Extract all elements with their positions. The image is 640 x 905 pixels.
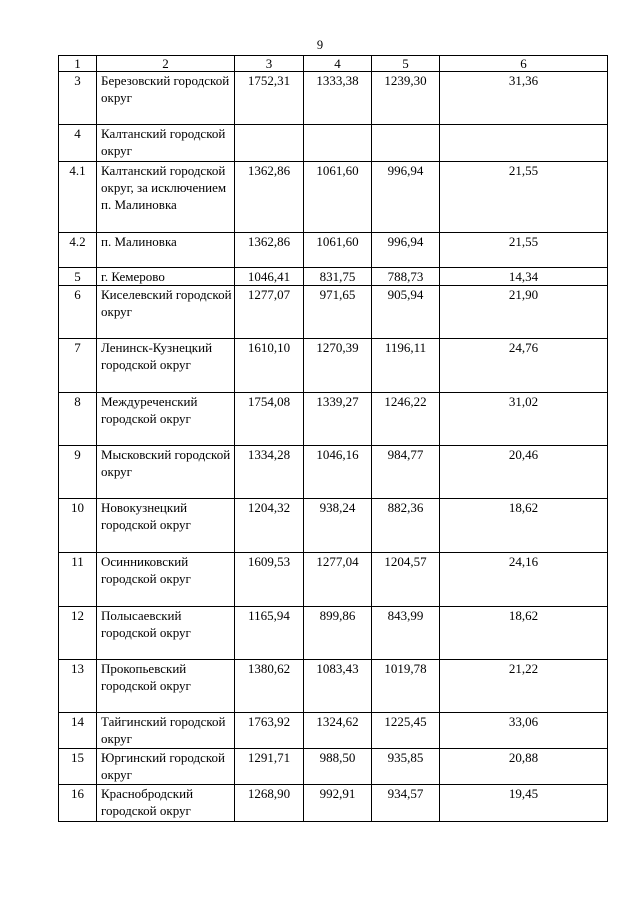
row-number: 9 xyxy=(59,446,97,499)
value-col-4: 1061,60 xyxy=(304,162,372,233)
value-col-6: 31,36 xyxy=(440,72,608,125)
value-col-6: 21,55 xyxy=(440,162,608,233)
value-col-3: 1291,71 xyxy=(235,749,304,785)
value-col-3: 1362,86 xyxy=(235,162,304,233)
value-col-5: 905,94 xyxy=(372,286,440,339)
municipality-name: Юргинский городской округ xyxy=(97,749,235,785)
value-col-3: 1268,90 xyxy=(235,785,304,822)
value-col-5: 1204,57 xyxy=(372,553,440,607)
value-col-3: 1204,32 xyxy=(235,499,304,553)
value-col-6: 24,76 xyxy=(440,339,608,393)
value-col-4: 1061,60 xyxy=(304,233,372,268)
row-number: 3 xyxy=(59,72,97,125)
row-number: 4 xyxy=(59,125,97,162)
row-number: 12 xyxy=(59,607,97,660)
row-number: 11 xyxy=(59,553,97,607)
value-col-3: 1277,07 xyxy=(235,286,304,339)
value-col-3: 1754,08 xyxy=(235,393,304,446)
value-col-6: 21,55 xyxy=(440,233,608,268)
value-col-6 xyxy=(440,125,608,162)
value-col-6: 14,34 xyxy=(440,268,608,286)
value-col-5: 1225,45 xyxy=(372,713,440,749)
value-col-6: 31,02 xyxy=(440,393,608,446)
table-row xyxy=(59,393,608,446)
table-row xyxy=(59,785,608,822)
value-col-6: 20,46 xyxy=(440,446,608,499)
value-col-5: 984,77 xyxy=(372,446,440,499)
value-col-4: 899,86 xyxy=(304,607,372,660)
table-row xyxy=(59,268,608,286)
header-col-5: 5 xyxy=(372,56,440,72)
row-number: 16 xyxy=(59,785,97,822)
value-col-6: 20,88 xyxy=(440,749,608,785)
value-col-6: 21,90 xyxy=(440,286,608,339)
value-col-3: 1609,53 xyxy=(235,553,304,607)
header-col-4: 4 xyxy=(304,56,372,72)
municipality-name: Мысковский городской округ xyxy=(97,446,235,499)
table-header-row xyxy=(59,56,608,72)
table-row xyxy=(59,607,608,660)
value-col-6: 18,62 xyxy=(440,499,608,553)
municipality-name: Новокузнецкий городской округ xyxy=(97,499,235,553)
value-col-3: 1752,31 xyxy=(235,72,304,125)
value-col-4 xyxy=(304,125,372,162)
table-row xyxy=(59,499,608,553)
municipality-name: Прокопьевский городской округ xyxy=(97,660,235,713)
row-number: 14 xyxy=(59,713,97,749)
table-row xyxy=(59,286,608,339)
value-col-5: 934,57 xyxy=(372,785,440,822)
value-col-3: 1165,94 xyxy=(235,607,304,660)
row-number: 7 xyxy=(59,339,97,393)
value-col-5: 843,99 xyxy=(372,607,440,660)
value-col-5: 996,94 xyxy=(372,162,440,233)
value-col-6: 33,06 xyxy=(440,713,608,749)
value-col-6: 18,62 xyxy=(440,607,608,660)
value-col-5: 882,36 xyxy=(372,499,440,553)
municipality-name: Калтанский городской округ, за исключением п. Малиновка xyxy=(97,162,235,233)
header-col-6: 6 xyxy=(440,56,608,72)
value-col-5: 1019,78 xyxy=(372,660,440,713)
table-row xyxy=(59,339,608,393)
municipality-name: Междуреченский городской округ xyxy=(97,393,235,446)
value-col-5: 1239,30 xyxy=(372,72,440,125)
table-row xyxy=(59,553,608,607)
value-col-5 xyxy=(372,125,440,162)
municipality-name: Тайгинский городской округ xyxy=(97,713,235,749)
table-row xyxy=(59,72,608,125)
value-col-4: 1324,62 xyxy=(304,713,372,749)
value-col-5: 1246,22 xyxy=(372,393,440,446)
value-col-3: 1334,28 xyxy=(235,446,304,499)
value-col-5: 788,73 xyxy=(372,268,440,286)
value-col-4: 1339,27 xyxy=(304,393,372,446)
value-col-3: 1380,62 xyxy=(235,660,304,713)
municipality-name: Краснобродский городской округ xyxy=(97,785,235,822)
header-col-3: 3 xyxy=(235,56,304,72)
value-col-3: 1610,10 xyxy=(235,339,304,393)
row-number: 10 xyxy=(59,499,97,553)
row-number: 6 xyxy=(59,286,97,339)
municipality-name: г. Кемерово xyxy=(97,268,235,286)
table-row xyxy=(59,713,608,749)
value-col-3: 1046,41 xyxy=(235,268,304,286)
page-number: 9 xyxy=(316,38,324,52)
tariff-table xyxy=(58,55,608,822)
value-col-4: 1277,04 xyxy=(304,553,372,607)
value-col-4: 831,75 xyxy=(304,268,372,286)
row-number: 15 xyxy=(59,749,97,785)
table-row xyxy=(59,446,608,499)
municipality-name: Полысаевский городской округ xyxy=(97,607,235,660)
municipality-name: п. Малиновка xyxy=(97,233,235,268)
value-col-3 xyxy=(235,125,304,162)
value-col-4: 1270,39 xyxy=(304,339,372,393)
value-col-4: 1083,43 xyxy=(304,660,372,713)
header-col-1: 1 xyxy=(59,56,97,72)
value-col-5: 1196,11 xyxy=(372,339,440,393)
municipality-name: Калтанский городской округ xyxy=(97,125,235,162)
value-col-4: 988,50 xyxy=(304,749,372,785)
value-col-4: 992,91 xyxy=(304,785,372,822)
header-col-2: 2 xyxy=(97,56,235,72)
table-row xyxy=(59,162,608,233)
row-number: 13 xyxy=(59,660,97,713)
value-col-5: 996,94 xyxy=(372,233,440,268)
municipality-name: Осинниковский городской округ xyxy=(97,553,235,607)
value-col-3: 1763,92 xyxy=(235,713,304,749)
value-col-4: 938,24 xyxy=(304,499,372,553)
row-number: 8 xyxy=(59,393,97,446)
value-col-5: 935,85 xyxy=(372,749,440,785)
table-row xyxy=(59,749,608,785)
value-col-4: 1046,16 xyxy=(304,446,372,499)
table-row xyxy=(59,233,608,268)
value-col-6: 21,22 xyxy=(440,660,608,713)
row-number: 4.1 xyxy=(59,162,97,233)
municipality-name: Киселевский городской округ xyxy=(97,286,235,339)
value-col-4: 1333,38 xyxy=(304,72,372,125)
row-number: 5 xyxy=(59,268,97,286)
municipality-name: Ленинск-Кузнецкий городской округ xyxy=(97,339,235,393)
value-col-3: 1362,86 xyxy=(235,233,304,268)
municipality-name: Березовский городской округ xyxy=(97,72,235,125)
table-row xyxy=(59,125,608,162)
table-row xyxy=(59,660,608,713)
value-col-6: 24,16 xyxy=(440,553,608,607)
value-col-6: 19,45 xyxy=(440,785,608,822)
value-col-4: 971,65 xyxy=(304,286,372,339)
row-number: 4.2 xyxy=(59,233,97,268)
